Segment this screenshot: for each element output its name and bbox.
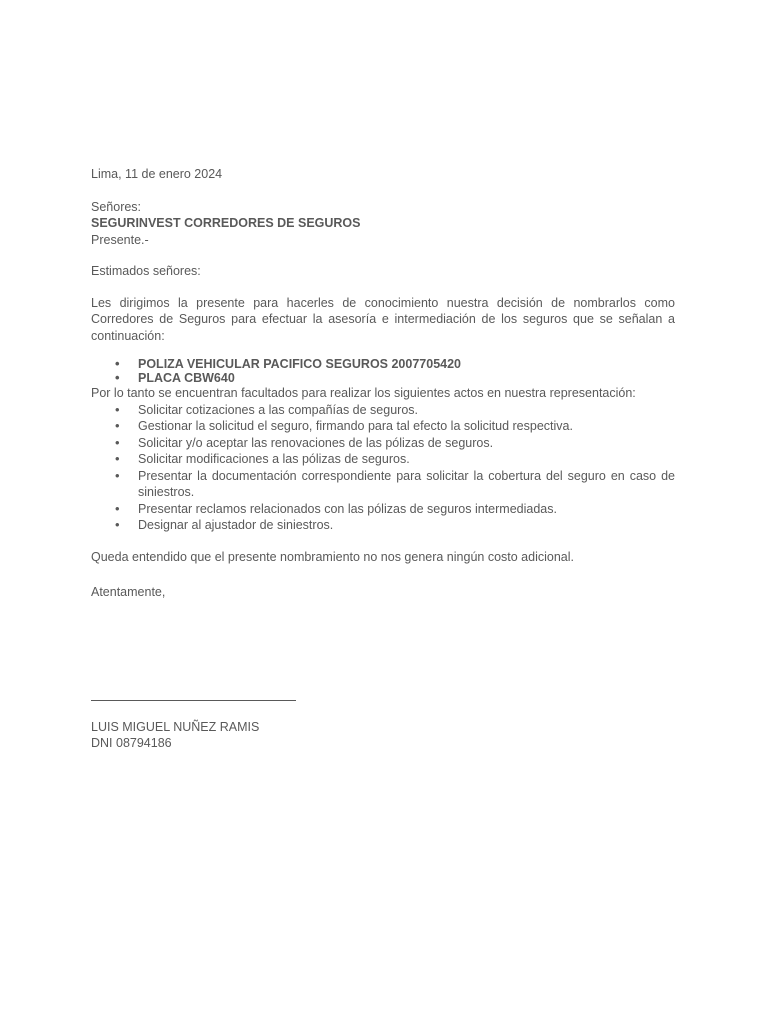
act-item: • Solicitar modificaciones a las pólizas de seguros.	[91, 451, 675, 468]
act-item: • Presentar la documentación correspondiente para solicitar la cobertura del seguro en caso de siniestros.	[91, 468, 675, 501]
closing: Atentamente,	[91, 585, 166, 599]
policy-item: • PLACA CBW640	[91, 371, 675, 385]
act-item: • Solicitar y/o aceptar las renovaciones de las pólizas de seguros.	[91, 435, 675, 452]
letter-document	[91, 166, 675, 752]
place-date: Lima, 11 de enero 2024	[91, 167, 223, 181]
presente: Presente.-	[91, 232, 149, 247]
act-item: • Gestionar la solicitud el seguro, firmando para tal efecto la solicitud respectiva.	[91, 418, 675, 435]
acts-intro: Por lo tanto se encuentran facultados para realizar los siguientes actos en nuestra representación:	[91, 386, 636, 400]
act-item: • Solicitar cotizaciones a las compañías de seguros.	[91, 402, 675, 419]
policy-item: • POLIZA VEHICULAR PACIFICO SEGUROS 2007705420	[91, 357, 675, 371]
signer-id: DNI 08794186	[91, 736, 172, 750]
salutation-to: Señores:	[91, 199, 142, 214]
policy-list	[91, 357, 675, 385]
recipient-name: SEGURINVEST CORREDORES DE SEGUROS	[91, 216, 361, 230]
act-item: • Designar al ajustador de siniestros.	[91, 517, 675, 534]
greeting: Estimados señores:	[91, 264, 201, 278]
acts-list	[91, 402, 675, 534]
act-item: • Presentar reclamos relacionados con las pólizas de seguros intermediadas.	[91, 501, 675, 518]
closing-note: Queda entendido que el presente nombramiento no nos genera ningún costo adicional.	[91, 549, 574, 564]
signer-name: LUIS MIGUEL NUÑEZ RAMIS	[91, 719, 260, 734]
intro-paragraph: Les dirigimos la presente para hacerles de conocimiento nuestra decisión de nombrarlos como Corredores de Seguros para efectuar la asesoría e intermediación de los seguros que se señalan a continuación:	[91, 295, 675, 343]
